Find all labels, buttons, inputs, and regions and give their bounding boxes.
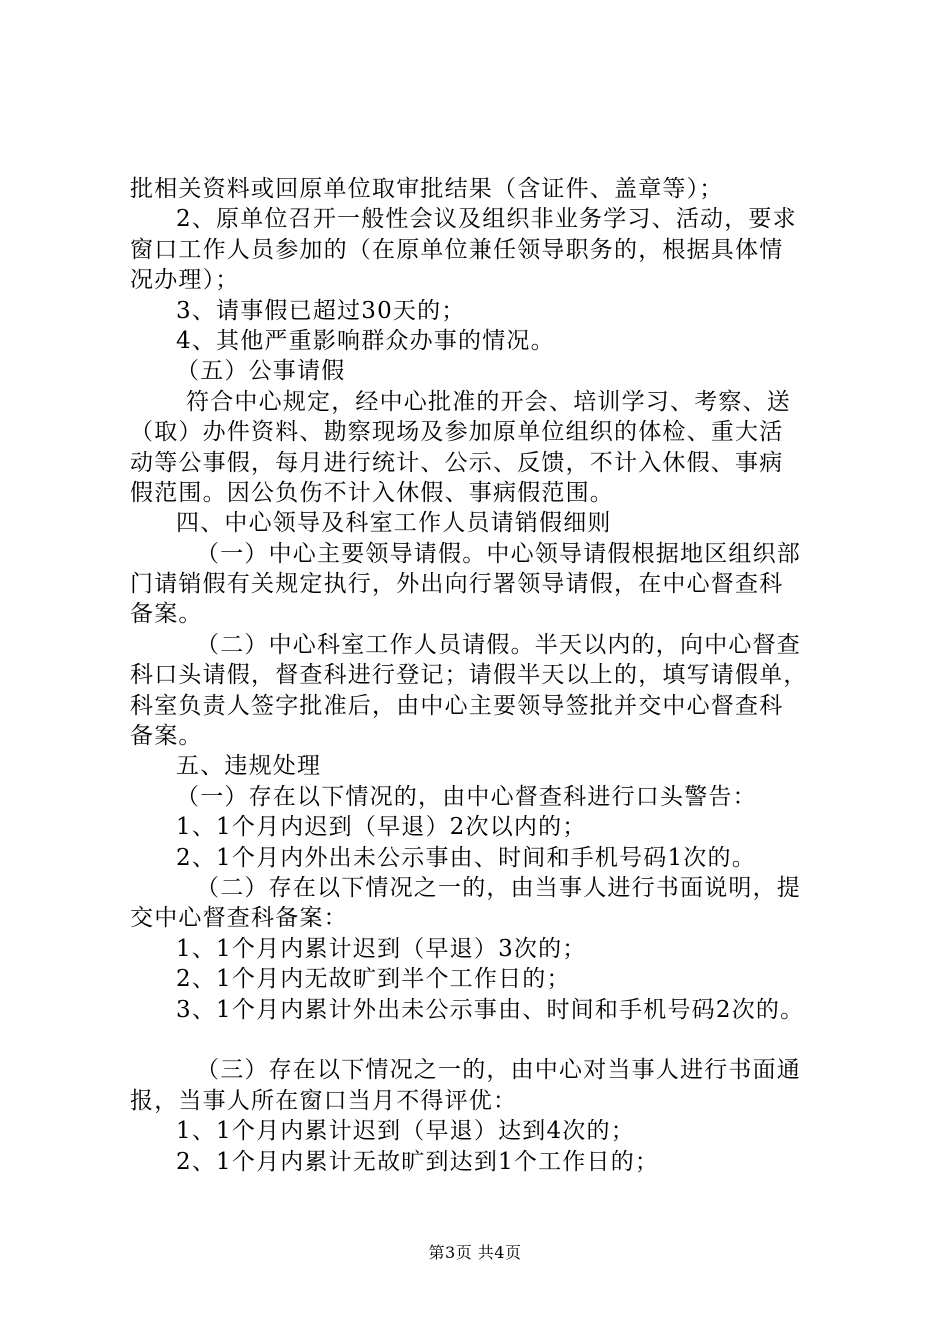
- section-heading: 四、中心领导及科室工作人员请销假细则: [176, 510, 612, 537]
- section-heading: （五）公事请假: [176, 358, 346, 385]
- page-footer: 第3页 共4页: [428, 1243, 522, 1262]
- list-item: 2、1个月内无故旷到半个工作日的；: [176, 966, 571, 993]
- paragraph-line: 4、其他严重影响群众办事的情况。: [176, 327, 555, 354]
- paragraph-line: （一）中心主要领导请假。中心领导请假根据地区组织部: [196, 540, 801, 567]
- list-item: 1、1个月内累计迟到（早退）3次的；: [176, 935, 587, 962]
- paragraph-line: 符合中心规定，经中心批准的开会、培训学习、考察、送: [186, 388, 791, 415]
- paragraph-line: 备案。: [130, 601, 203, 628]
- paragraph-line: 门请销假有关规定执行，外出向行署领导请假，在中心督查科: [130, 571, 784, 598]
- list-item: 1、1个月内累计迟到（早退）达到4次的；: [176, 1118, 635, 1145]
- paragraph-line: （三）存在以下情况之一的，由中心对当事人进行书面通: [196, 1057, 801, 1084]
- paragraph-line: （一）存在以下情况的，由中心督查科进行口头警告：: [176, 783, 757, 810]
- list-item: 1、1个月内迟到（早退）2次以内的；: [176, 814, 587, 841]
- paragraph-line: 假范围。因公负伤不计入休假、事病假范围。: [130, 479, 614, 506]
- document-body: [130, 174, 850, 1177]
- paragraph-line: 况办理）；: [130, 267, 240, 294]
- list-item: 2、1个月内外出未公示事由、时间和手机号码1次的。: [176, 844, 756, 871]
- paragraph-line: 批相关资料或回原单位取审批结果（含证件、盖章等）；: [130, 176, 724, 202]
- paragraph-line: 窗口工作人员参加的（在原单位兼任领导职务的，根据具体情: [130, 236, 784, 263]
- blank-line: [130, 1025, 850, 1055]
- paragraph-line: 科口头请假，督查科进行登记；请假半天以上的，填写请假单，: [130, 662, 808, 689]
- paragraph-line: 科室负责人签字批准后，由中心主要领导签批并交中心督查科: [130, 692, 784, 719]
- paragraph-line: （二）中心科室工作人员请假。半天以内的，向中心督查: [196, 631, 801, 658]
- paragraph-line: 报，当事人所在窗口当月不得评优：: [130, 1087, 518, 1114]
- paragraph-line: （取）办件资料、勘察现场及参加原单位组织的体检、重大活: [130, 419, 784, 446]
- paragraph-line: 备案。: [130, 723, 203, 750]
- list-item: 2、1个月内累计无故旷到达到1个工作日的；: [176, 1148, 660, 1175]
- paragraph-line: 3、请事假已超过30天的；: [176, 297, 466, 324]
- section-heading: 五、违规处理: [176, 753, 322, 780]
- paragraph-line: （二）存在以下情况之一的，由当事人进行书面说明，提: [196, 874, 801, 901]
- list-item: 3、1个月内累计外出未公示事由、时间和手机号码2次的。: [176, 996, 805, 1023]
- paragraph-line: 交中心督查科备案：: [130, 905, 348, 932]
- paragraph-line: 动等公事假，每月进行统计、公示、反馈，不计入休假、事病: [130, 449, 784, 476]
- paragraph-line: 2、原单位召开一般性会议及组织非业务学习、活动，要求: [176, 206, 797, 233]
